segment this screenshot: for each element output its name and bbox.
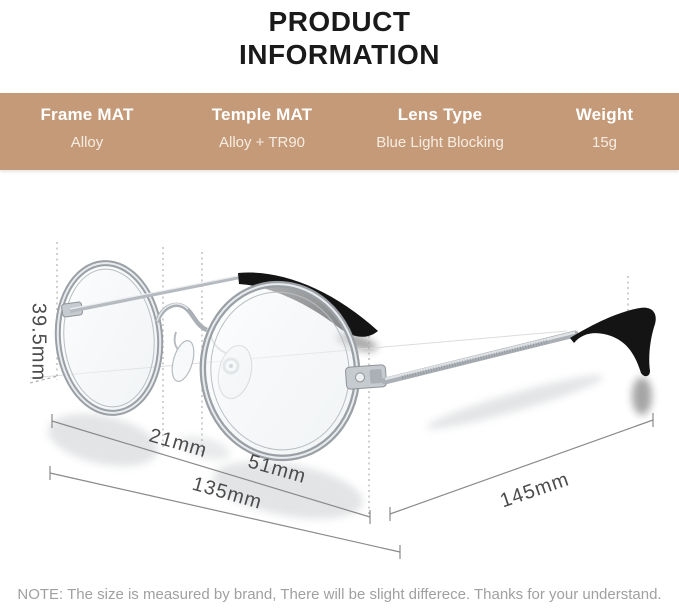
page-title — [0, 5, 679, 71]
spec-value: Alloy — [70, 134, 104, 151]
spec-value: Blue Light Blocking — [376, 134, 504, 151]
dim-label-frame-width: 135mm — [189, 472, 265, 514]
right-temple-tip — [570, 308, 656, 377]
spec-value: Alloy + TR90 — [218, 134, 305, 151]
dim-label-temple-length: 145mm — [497, 468, 573, 513]
spec-header: Lens Type — [397, 105, 483, 124]
left-lens — [52, 259, 167, 417]
right-temple — [385, 333, 575, 382]
spec-table — [0, 93, 679, 170]
glasses-photo — [0, 230, 679, 590]
bridge — [157, 304, 207, 330]
right-hinge — [345, 365, 386, 390]
dim-label-lens-height: 39.5mm — [27, 302, 50, 382]
spec-header: Weight — [575, 105, 634, 124]
page-title-line1: PRODUCT — [268, 6, 411, 37]
nose-pad-left — [168, 332, 198, 384]
spec-header: Temple MAT — [211, 105, 313, 124]
footnote: NOTE: The size is measured by brand, There will be slight differece. Thanks for your understand. — [17, 586, 662, 603]
page-title-line2: INFORMATION — [239, 39, 440, 70]
dim-label-bridge-width: 21mm — [146, 424, 210, 463]
spec-column-lens-type — [350, 93, 530, 170]
spec-header: Frame MAT — [40, 105, 134, 124]
spec-column-frame-mat — [0, 93, 174, 170]
right-temple-tip-reflection — [632, 377, 652, 415]
spec-column-weight — [530, 93, 679, 170]
dim-label-lens-width: 51mm — [245, 450, 309, 489]
spec-column-temple-mat — [174, 93, 350, 170]
spec-value: 15g — [591, 134, 618, 151]
